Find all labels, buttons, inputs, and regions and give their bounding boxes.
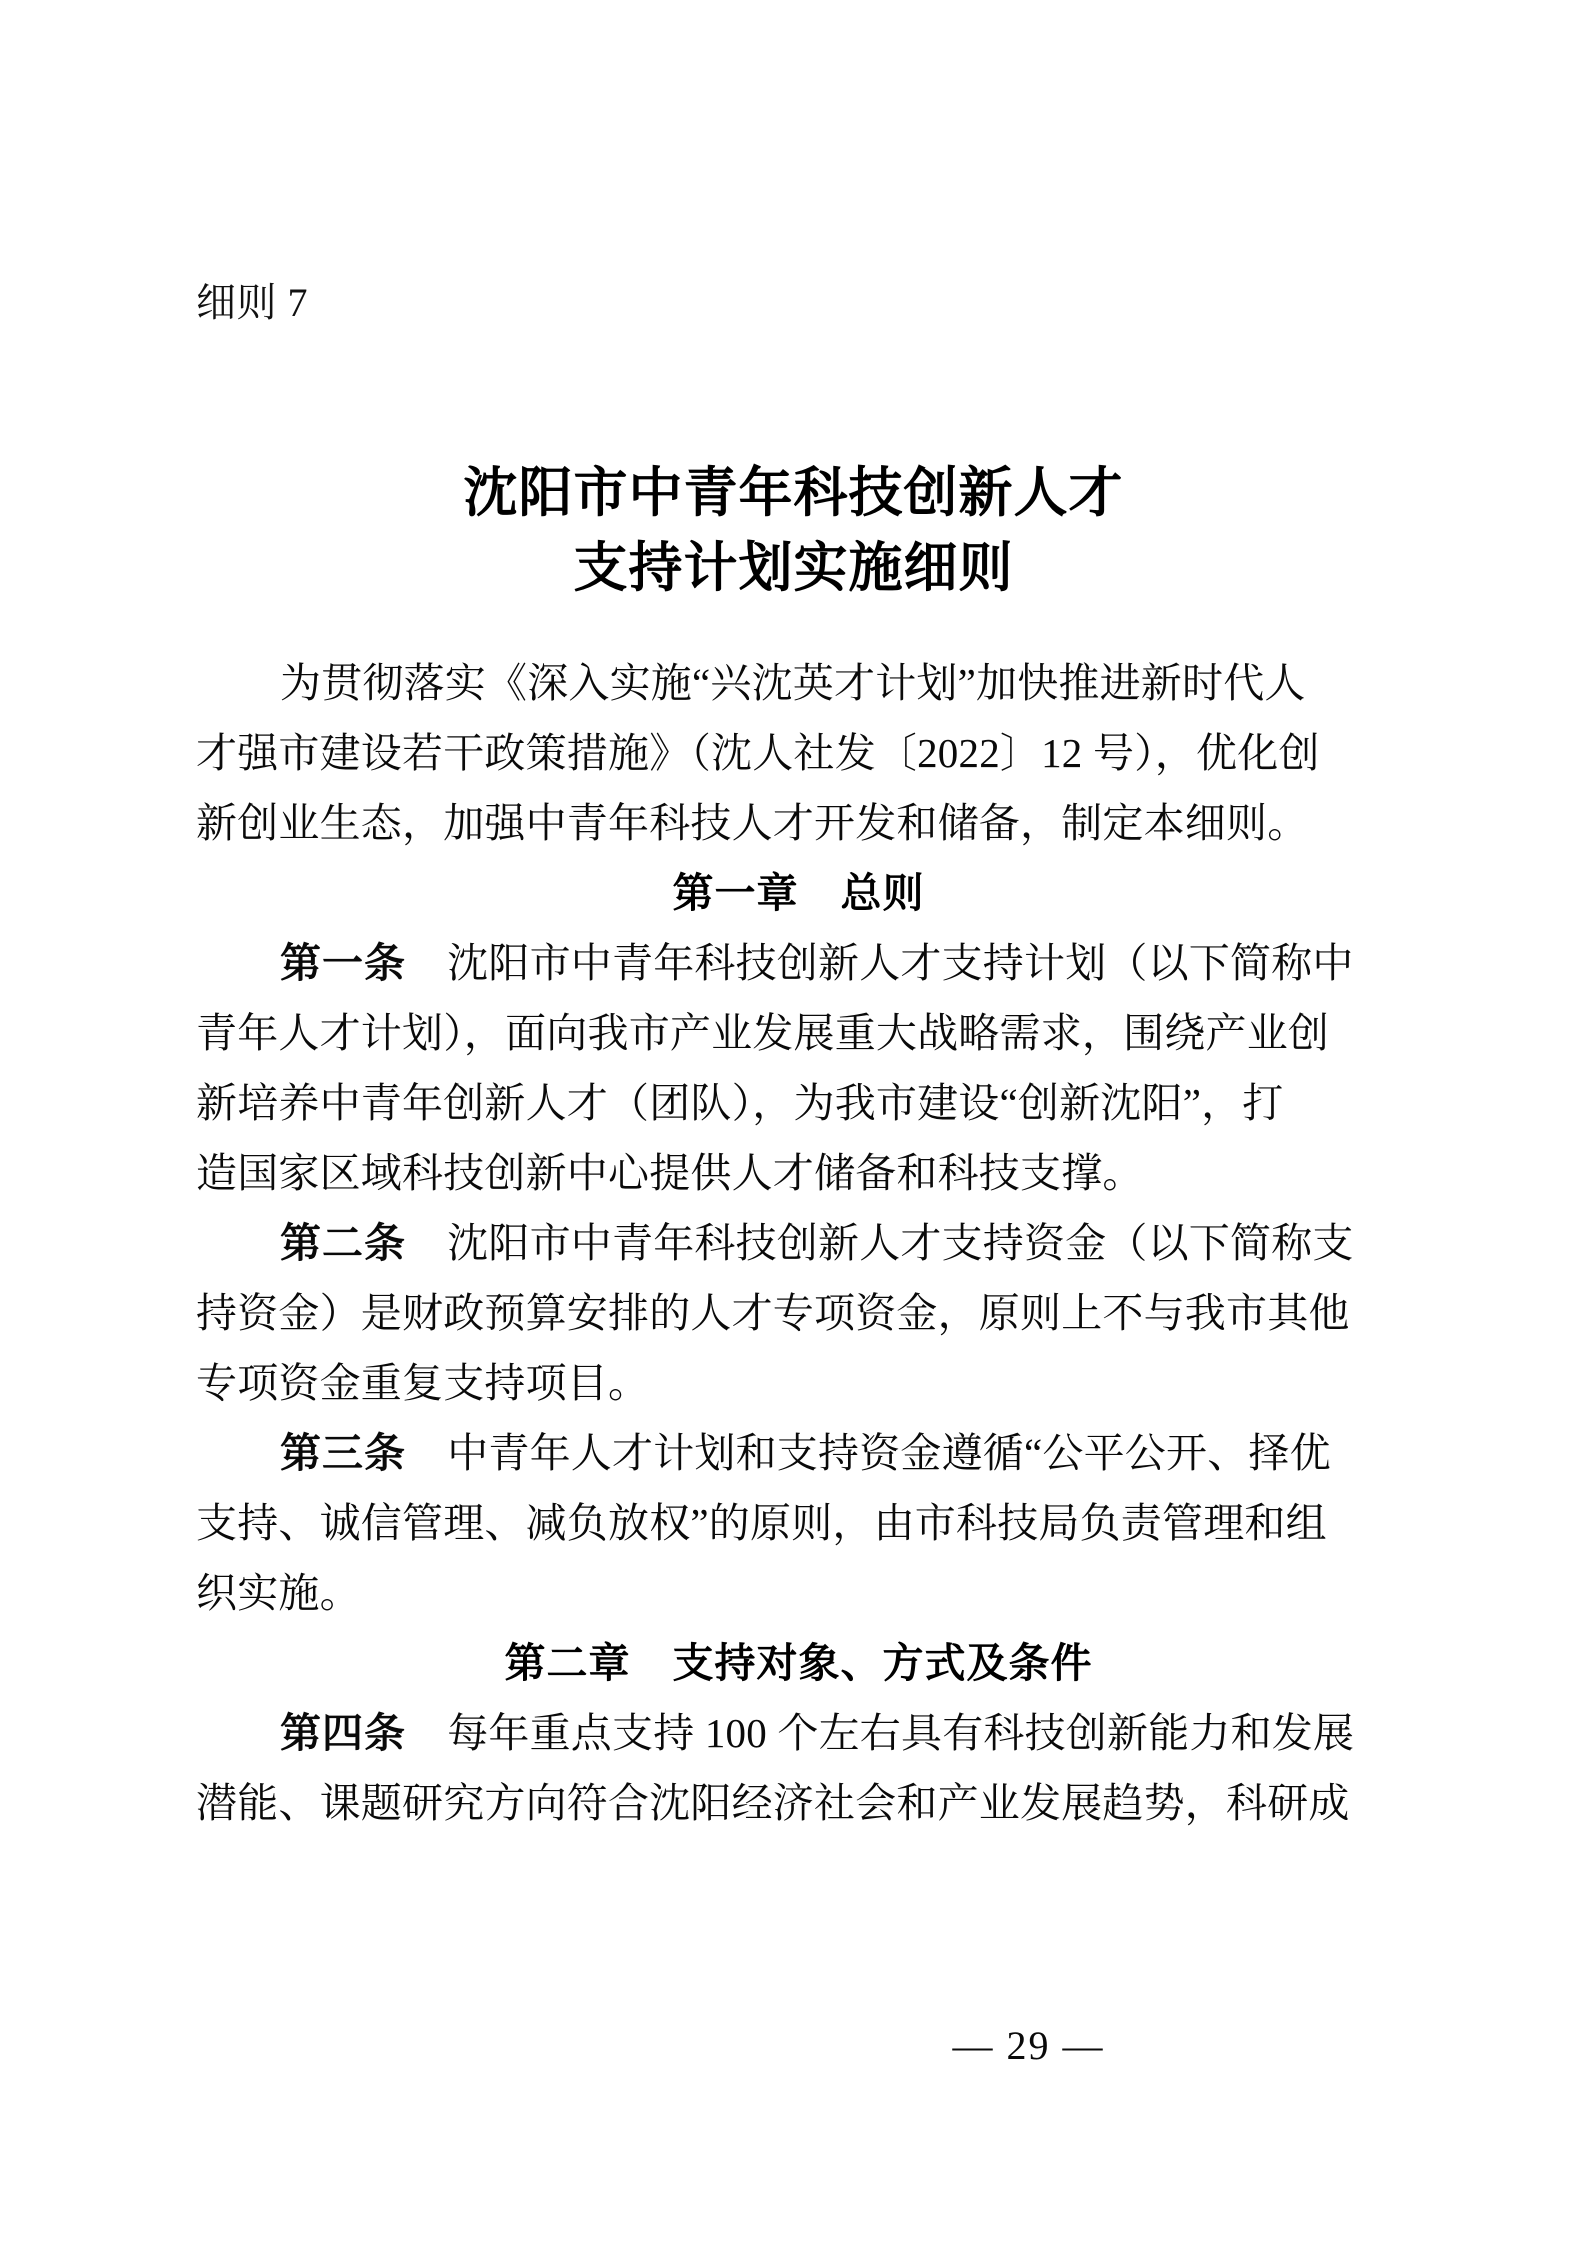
preamble-line-3: 新创业生态，加强中青年科技人才开发和储备，制定本细则。 (196, 800, 1309, 846)
article-one-text-1: 沈阳市中青年科技创新人才支持计划（以下简称中 (447, 940, 1354, 986)
article-three-line-3: 织实施。 (196, 1570, 361, 1616)
article-three-label: 第三条 (280, 1430, 406, 1476)
article-two-line-2: 持资金）是财政预算安排的人才专项资金，原则上不与我市其他 (196, 1290, 1350, 1336)
article-one-line-4: 造国家区域科技创新中心提供人才储备和科技支撑。 (196, 1150, 1144, 1196)
article-two-line-3: 专项资金重复支持项目。 (196, 1360, 650, 1406)
page-number (0, 2022, 1587, 2069)
preamble-paragraph (196, 648, 1401, 858)
page-number-text: — 29 — (952, 2023, 1105, 2068)
title-line-2: 支持计划实施细则 (573, 537, 1014, 598)
article-three-line-2: 支持、诚信管理、减负放权”的原则，由市科技局负责管理和组 (196, 1500, 1327, 1546)
article-three-text-1: 中青年人才计划和支持资金遵循“公平公开、择优 (447, 1430, 1331, 1476)
article-four-text-1: 每年重点支持 100 个左右具有科技创新能力和发展 (447, 1710, 1355, 1756)
article-four-line-1 (196, 1698, 1401, 1768)
document-body (196, 648, 1401, 1838)
article-four-label: 第四条 (280, 1710, 406, 1756)
article-one-line-2: 青年人才计划），面向我市产业发展重大战略需求，围绕产业创 (196, 1010, 1330, 1056)
article-two-paragraph (196, 1208, 1401, 1418)
article-four-line-2: 潜能、课题研究方向符合沈阳经济社会和产业发展趋势，科研成 (196, 1780, 1350, 1826)
article-four-paragraph (196, 1698, 1401, 1838)
article-one-label: 第一条 (280, 940, 406, 986)
preamble-line-2: 才强市建设若干政策措施》（沈人社发〔2022〕12 号），优化创 (196, 730, 1320, 776)
article-one-paragraph (196, 928, 1401, 1208)
chapter-heading-one: 第一章 总则 (672, 870, 925, 916)
preamble-line-1: 为贯彻落实《深入实施“兴沈英才计划”加快推进新时代人 (280, 660, 1306, 706)
running-head: 细则 7 (196, 280, 308, 325)
title-line-1: 沈阳市中青年科技创新人才 (463, 463, 1124, 524)
article-two-line-1 (196, 1208, 1401, 1278)
chapter-heading-two: 第二章 支持对象、方式及条件 (504, 1640, 1093, 1686)
article-two-text-1: 沈阳市中青年科技创新人才支持资金（以下简称支 (447, 1220, 1354, 1266)
article-three-paragraph (196, 1418, 1401, 1628)
article-two-label: 第二条 (280, 1220, 406, 1266)
article-three-line-1 (196, 1418, 1401, 1488)
article-one-line-1 (196, 928, 1401, 998)
article-one-line-3: 新培养中青年创新人才（团队），为我市建设“创新沈阳”，打 (196, 1080, 1284, 1126)
page-title (0, 456, 1587, 605)
